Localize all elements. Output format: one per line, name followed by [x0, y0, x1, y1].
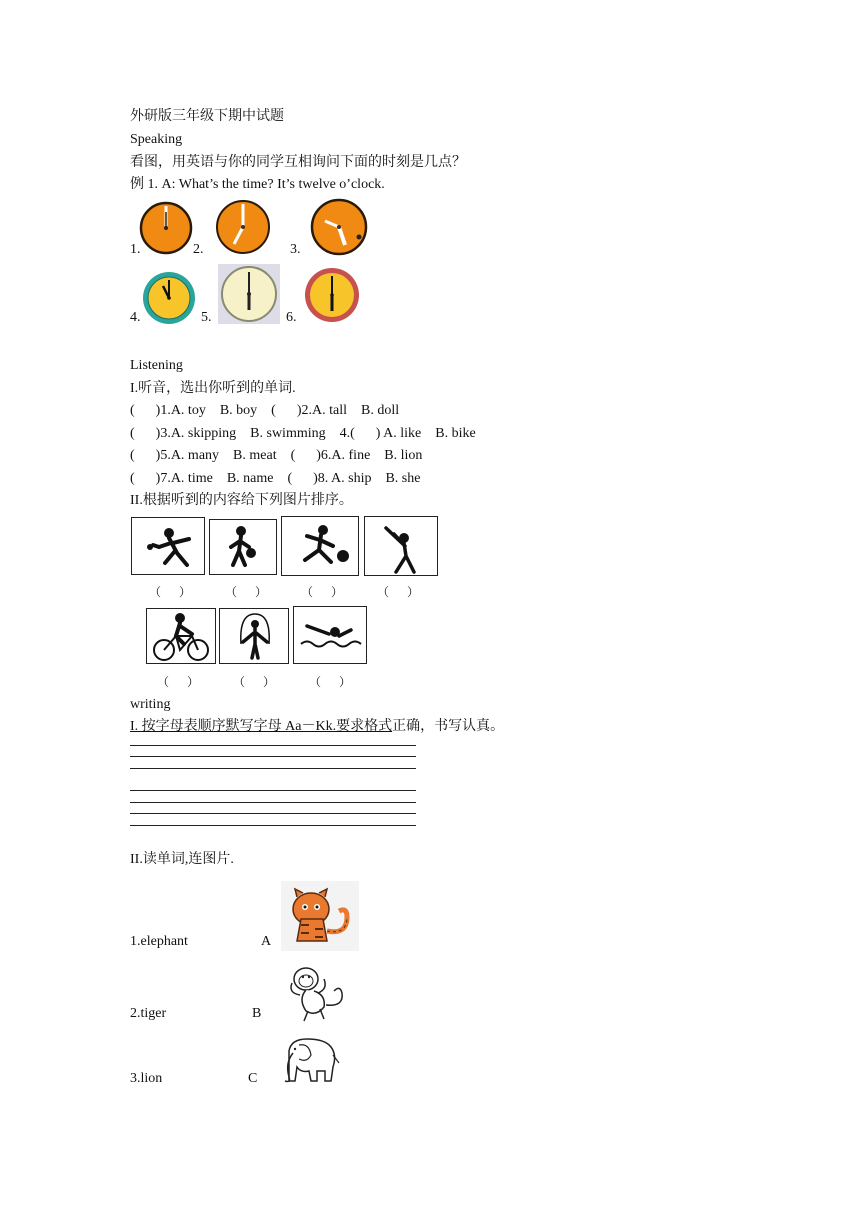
ping-pong-picture — [131, 517, 205, 575]
listening-part2-title: II.根据听到的内容给下列图片排序。 — [130, 493, 353, 508]
cycling-picture — [146, 608, 216, 664]
order-blank[interactable]: （ ） — [233, 675, 276, 689]
writing-part2-title: II.读单词,连图片. — [130, 852, 234, 867]
speaking-example: 例 1. A: What’s the time? It’s twelve o’clock. — [130, 177, 385, 192]
writing-heading: writing — [130, 697, 171, 712]
clock-4-image — [141, 270, 197, 326]
writing-line[interactable] — [130, 768, 416, 769]
clock-label-2: 2. — [193, 242, 204, 257]
tiger-picture — [281, 881, 359, 951]
listening-question-row: ( )3.A. skipping B. swimming 4.( ) A. like B. bike — [130, 426, 476, 441]
match-letter-b: B — [252, 1006, 262, 1021]
clock-1-image — [138, 200, 194, 256]
football-picture — [281, 516, 359, 576]
order-blank[interactable]: （ ） — [149, 585, 192, 599]
clock-label-5: 5. — [201, 310, 212, 325]
match-word-1: 1.elephant — [130, 934, 188, 949]
speaking-heading: Speaking — [130, 132, 183, 147]
writing-part1-title-rest: 正确，书写认真。 — [392, 719, 505, 734]
exercise-picture — [364, 516, 438, 576]
clock-2-image — [212, 198, 274, 256]
match-letter-a: A — [261, 934, 272, 949]
clock-label-4: 4. — [130, 310, 141, 325]
order-blank[interactable]: （ ） — [301, 585, 344, 599]
writing-line[interactable] — [130, 790, 416, 791]
writing-line[interactable] — [130, 802, 416, 803]
writing-line[interactable] — [130, 756, 416, 757]
listening-question-row: ( )5.A. many B. meat ( )6.A. fine B. lion — [130, 448, 423, 463]
speaking-instruction: 看图，用英语与你的同学互相询问下面的时刻是几点？ — [130, 155, 466, 170]
writing-line[interactable] — [130, 825, 416, 826]
clock-6-image — [303, 266, 361, 324]
clock-3-image — [307, 197, 371, 257]
basketball-picture — [209, 519, 277, 575]
swimming-picture — [293, 606, 367, 664]
elephant-picture — [279, 1033, 341, 1087]
order-blank[interactable]: （ ） — [377, 585, 420, 599]
listening-heading: Listening — [130, 358, 183, 373]
listening-question-row: ( )7.A. time B. name ( )8. A. ship B. she — [130, 471, 421, 486]
page-title: 外研版三年级下期中试题 — [130, 109, 284, 124]
writing-line[interactable] — [130, 813, 416, 814]
order-blank[interactable]: （ ） — [225, 585, 268, 599]
match-word-3: 3.lion — [130, 1071, 163, 1086]
writing-line[interactable] — [130, 745, 416, 746]
clock-label-6: 6. — [286, 310, 297, 325]
order-blank[interactable]: （ ） — [309, 675, 352, 689]
match-word-2: 2.tiger — [130, 1006, 167, 1021]
clock-5-image — [218, 264, 280, 324]
skipping-picture — [219, 608, 289, 664]
listening-part1-title: I.听音，选出你听到的单词. — [130, 381, 296, 396]
listening-question-row: ( )1.A. toy B. boy ( )2.A. tall B. doll — [130, 403, 400, 418]
match-letter-c: C — [248, 1071, 258, 1086]
writing-part1-title-underlined: I. 按字母表顺序默写字母 Aa－Kk.要求格式 — [130, 719, 393, 734]
order-blank[interactable]: （ ） — [157, 675, 200, 689]
clock-label-1: 1. — [130, 242, 141, 257]
clock-label-3: 3. — [290, 242, 301, 257]
monkey-picture — [284, 963, 350, 1025]
writing-part1-title — [130, 718, 504, 736]
